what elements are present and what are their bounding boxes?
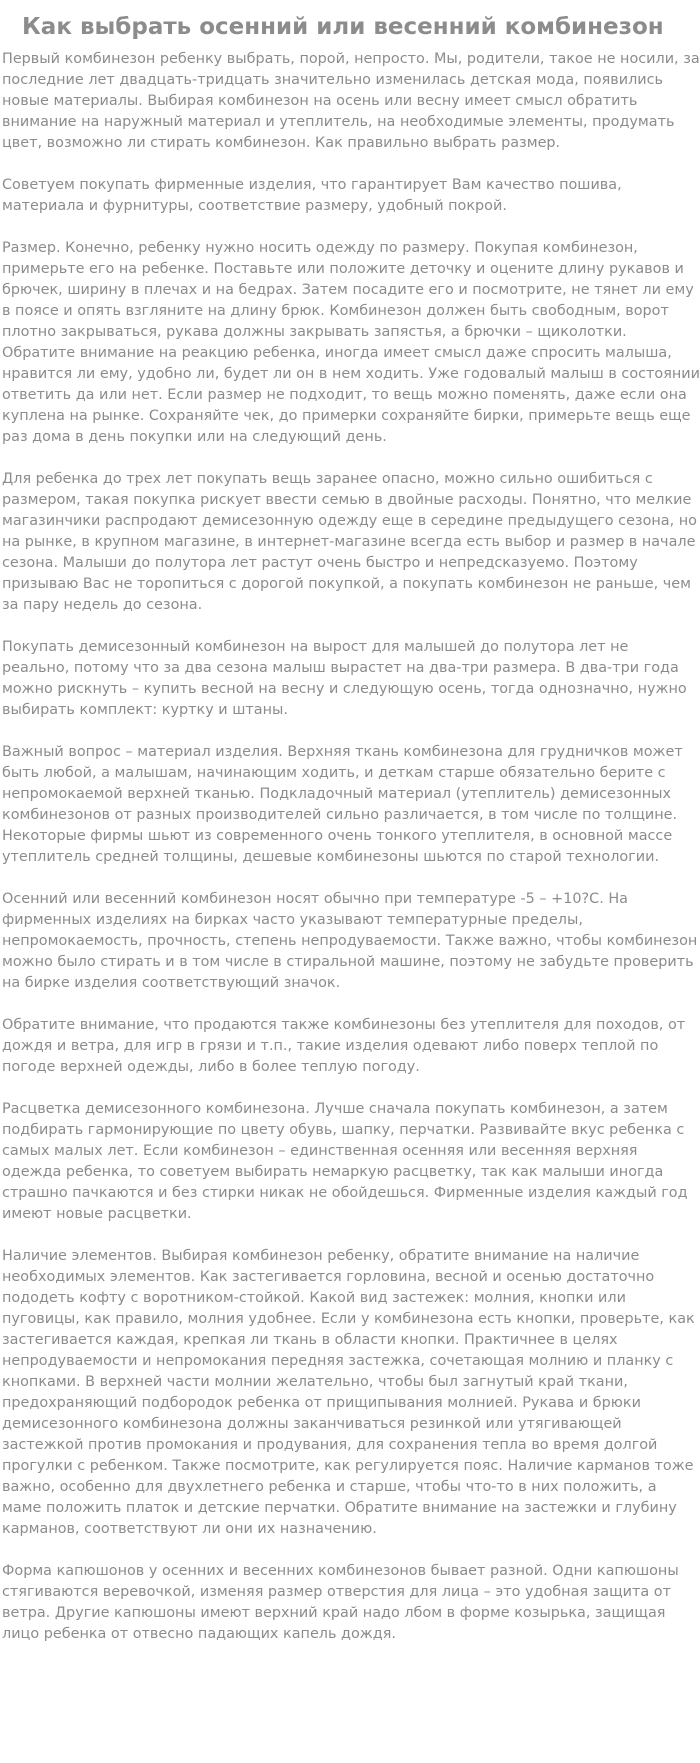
paragraph-intro: Первый комбинезон ребенку выбрать, порой, непросто. Мы, родители, такое не носили, за последние лет двадцать-тридцать значительно изменилась детская мода, появились новые материалы. Выбирая комбинезон на осень или весну имеет смысл обратить внимание на наружный материал и утеплитель, на необходимые элементы, продумать цвет, возможно ли стирать комбинезон. Как правильно выбрать размер.	[2, 51, 700, 151]
paragraph-color: Расцветка демисезонного комбинезона. Лучше сначала покупать комбинезон, а затем подбирать гармонирующие по цвету обувь, шапку, перчатки. Развивайте вкус ребенка с самых малых лет. Если комбинезон – единственная осенняя или весенняя верхняя одежда ребенка, то советуем выбирать немаркую расцветку, так как малыши иногда страшно пачкаются и без стирки никак не обойдешься. Фирменные изделия каждый год имеют новые расцветки.	[2, 1101, 688, 1222]
article-body	[0, 44, 700, 1645]
paragraph-buy-in-advance: Для ребенка до трех лет покупать вещь заранее опасно, можно сильно ошибиться с размером, такая покупка рискует ввести семью в двойные расходы. Понятно, что мелкие магазинчики распродают демисезонную одежду еще в середине предыдущего сезона, но на рынке, в крупном магазине, в интернет-магазине всегда есть выбор и размер в начале сезона. Малыши до полутора лет растут очень быстро и непредсказуемо. Поэтому призываю Вас не торопиться с дорогой покупкой, а покупать комбинезон не раньше, чем за пару недель до сезона.	[2, 471, 697, 613]
paragraph-hood: Форма капюшонов у осенних и весенних комбинезонов бывает разной. Одни капюшоны стягиваются веревочкой, изменяя размер отверстия для лица – это удобная защита от ветра. Другие капюшоны имеют верхний край надо лбом в форме козырька, защищая лицо ребенка от отвесно падающих капель дождя.	[2, 1563, 679, 1642]
paragraph-size: Размер. Конечно, ребенку нужно носить одежду по размеру. Покупая комбинезон, примерьте его на ребенке. Поставьте или положите деточку и оцените длину рукавов и брючек, ширину в плечах и на бедрах. Затем посадите его и посмотрите, не тянет ли ему в поясе и опять взгляните на длину брюк. Комбинезон должен быть свободным, ворот плотно закрываться, рукава должны закрывать запястья, а брючки – щиколотки. Обратите внимание на реакцию ребенка, иногда имеет смысл даже спросить малыша, нравится ли ему, удобно ли, будет ли он в нем ходить. Уже годовалый малыш в состоянии ответить да или нет. Если размер не подходит, то вещь можно поменять, даже если она куплена на рынке. Сохраняйте чек, до примерки сохраняйте бирки, примерьте вещь еще раз дома в день покупки или на следующий день.	[2, 240, 700, 445]
paragraph-material: Важный вопрос – материал изделия. Верхняя ткань комбинезона для грудничков может быть любой, а малышам, начинающим ходить, и деткам старше обязательно берите с непромокаемой верхней тканью. Подкладочный материал (утеплитель) демисезонных комбинезонов от разных производителей сильно различается, в том числе по толщине. Некоторые фирмы шьют из современного очень тонкого утеплителя, в основной массе утеплитель средней толщины, дешевые комбинезоны шьются по старой технологии.	[2, 744, 683, 865]
paragraph-no-insulation: Обратите внимание, что продаются также комбинезоны без утеплителя для походов, от дождя и ветра, для игр в грязи и т.п., такие изделия одевают либо поверх теплой по погоде верхней одежды, либо в более теплую погоду.	[2, 1017, 686, 1075]
paragraph-buy-to-grow: Покупать демисезонный комбинезон на вырост для малышей до полутора лет не реально, потому что за два сезона малыш вырастет на два-три размера. В два-три года можно рискнуть – купить весной на весну и следующую осень, тогда однозначно, нужно выбирать комплект: куртку и штаны.	[2, 639, 687, 718]
paragraph-elements: Наличие элементов. Выбирая комбинезон ребенку, обратите внимание на наличие необходимых элементов. Как застегивается горловина, весной и осенью достаточно пододеть кофту с воротником-стойкой. Какой вид застежек: молния, кнопки или пуговицы, как правило, молния удобнее. Если у комбинезона есть кнопки, проверьте, как застегивается каждая, крепкая ли ткань в области кнопки. Практичнее в целях непродуваемости и непромокания передняя застежка, сочетающая молнию и планку с кнопками. В верхней части молнии желательно, чтобы был загнутый край ткани, предохраняющий подбородок ребенка от прищипывания молнией. Рукава и брюки демисезонного комбинезона должны заканчиваться резинкой или утягивающей застежкой против промокания и продувания, для сохранения тепла во время долгой прогулки с ребенком. Также посмотрите, как регулируется пояс. Наличие карманов тоже важно, особенно для двухлетнего ребенка и старше, чтобы что-то в них положить, а маме положить платок и детские перчатки. Обратите внимание на застежки и глубину карманов, соответствуют ли они их назначению.	[2, 1248, 695, 1537]
paragraph-temperature: Осенний или весенний комбинезон носят обычно при температуре -5 – +10?С. На фирменных изделиях на бирках часто указывают температурные пределы, непромокаемость, прочность, степень непродуваемости. Также важно, чтобы комбинезон можно было стирать и в том числе в стиральной машине, поэтому не забудьте проверить на бирке изделия соответствующий значок.	[2, 891, 698, 991]
paragraph-brand-advice: Советуем покупать фирменные изделия, что гарантирует Вам качество пошива, материала и фурнитуры, соответствие размеру, удобный покрой.	[2, 177, 622, 214]
article-title: Как выбрать осенний или весенний комбинезон	[22, 14, 664, 40]
